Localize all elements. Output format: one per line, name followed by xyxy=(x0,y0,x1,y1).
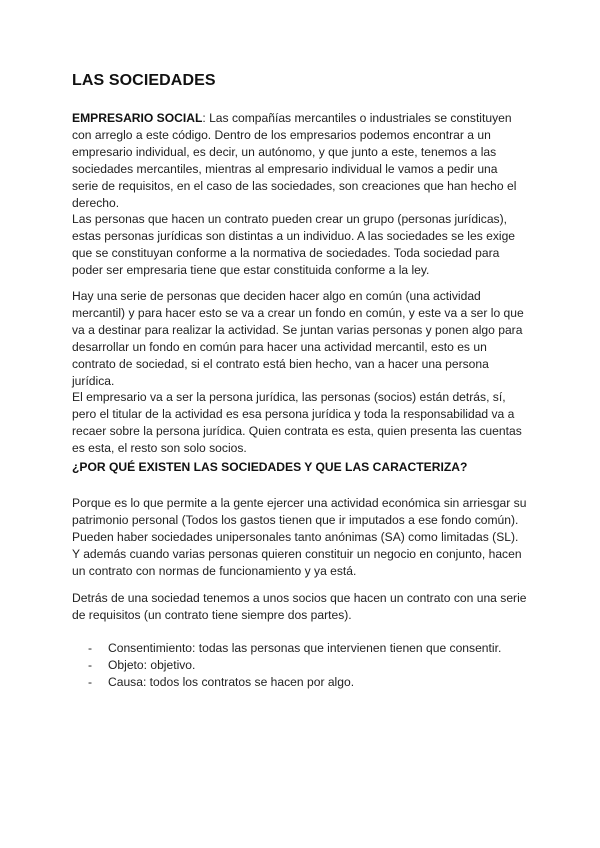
term-empresario-social: EMPRESARIO SOCIAL xyxy=(72,111,203,125)
section-heading: ¿POR QUÉ EXISTEN LAS SOCIEDADES Y QUE LAS CARACTERIZA? xyxy=(72,460,468,474)
paragraph-socios xyxy=(72,590,538,624)
text-line-rest: : Las compañías mercantiles o industriales se constituyen xyxy=(202,111,512,125)
list-item xyxy=(88,657,501,674)
text-line: Pueden haber sociedades unipersonales tanto anónimas (SA) como limitadas (SL). xyxy=(72,529,519,544)
text-line: Detrás de una sociedad tenemos a unos socios que hacen un contrato con una serie xyxy=(72,591,527,605)
text-line: estas personas jurídicas son distintas a un individuo. A las sociedades se les exige xyxy=(72,229,516,244)
list-item-text: Causa: todos los contratos se hacen por algo. xyxy=(108,674,355,689)
text-line: empresario individual, es decir, un autónomo, y que junto a este, tenemos a las xyxy=(72,144,497,159)
text-line: Porque es lo que permite a la gente ejercer una actividad económica sin arriesgar su xyxy=(72,496,527,510)
list-item xyxy=(88,674,501,691)
dash-bullet: - xyxy=(88,641,93,655)
text-line: derecho. xyxy=(72,195,120,210)
text-line: contrato de sociedad, si el contrato está bien hecho, van a hacer una persona xyxy=(72,356,489,371)
text-line: va a destinar para realizar la actividad. Se juntan varias personas y ponen algo para xyxy=(72,322,523,337)
text-line: patrimonio personal (Todos los gastos tienen que ir imputados a ese fondo común). xyxy=(72,512,519,527)
list-item-text: Objeto: objetivo. xyxy=(108,657,196,672)
paragraph-por-que xyxy=(72,495,538,580)
text-line xyxy=(72,110,538,127)
list-item xyxy=(88,640,501,657)
paragraph-empresario-social xyxy=(72,110,538,279)
dash-bullet: - xyxy=(88,657,93,672)
text-line: mercantil) y para hacer esto se va a crear un fondo en común, y este va a ser lo que xyxy=(72,305,524,320)
list-item-text: Consentimiento: todas las personas que intervienen tienen que consentir. xyxy=(108,641,502,655)
page-title: LAS SOCIEDADES xyxy=(72,72,216,89)
text-line: sociedades mercantiles, mientras al empresario individual le vamos a pedir una xyxy=(72,161,498,176)
text-line: un contrato con normas de funcionamiento y ya está. xyxy=(72,563,357,578)
requirements-list xyxy=(88,640,501,691)
text-line: jurídica. xyxy=(72,373,115,388)
text-line: pero el titular de la actividad es esa persona jurídica y toda la responsabilidad va a xyxy=(72,407,515,422)
text-line: con arreglo a este código. Dentro de los empresarios podemos encontrar a un xyxy=(72,127,491,142)
text-line: recaer sobre la persona jurídica. Quien contrata es esta, quien presenta las cuentas xyxy=(72,424,522,439)
paragraph-fondo-comun xyxy=(72,288,538,457)
text-line: es esta, el resto son solo socios. xyxy=(72,441,247,456)
text-line: serie de requisitos, en el caso de las sociedades, son creaciones que han hecho el xyxy=(72,178,517,193)
text-line: Hay una serie de personas que deciden hacer algo en común (una actividad xyxy=(72,289,481,303)
text-line: de requisitos (un contrato tiene siempre dos partes). xyxy=(72,607,352,622)
text-line: El empresario va a ser la persona jurídica, las personas (socios) están detrás, sí, xyxy=(72,390,506,405)
text-line: poder ser empresaria tiene que estar constituida conforme a la ley. xyxy=(72,263,430,278)
text-line: que se constituyan conforme a la normativa de sociedades. Toda sociedad para xyxy=(72,246,500,261)
text-line: Y además cuando varias personas quieren constituir un negocio en conjunto, hacen xyxy=(72,546,522,561)
dash-bullet: - xyxy=(88,674,93,689)
text-line: desarrollar un fondo en común para hacer una actividad mercantil, esto es un xyxy=(72,339,487,354)
text-line: Las personas que hacen un contrato pueden crear un grupo (personas jurídicas), xyxy=(72,212,507,227)
